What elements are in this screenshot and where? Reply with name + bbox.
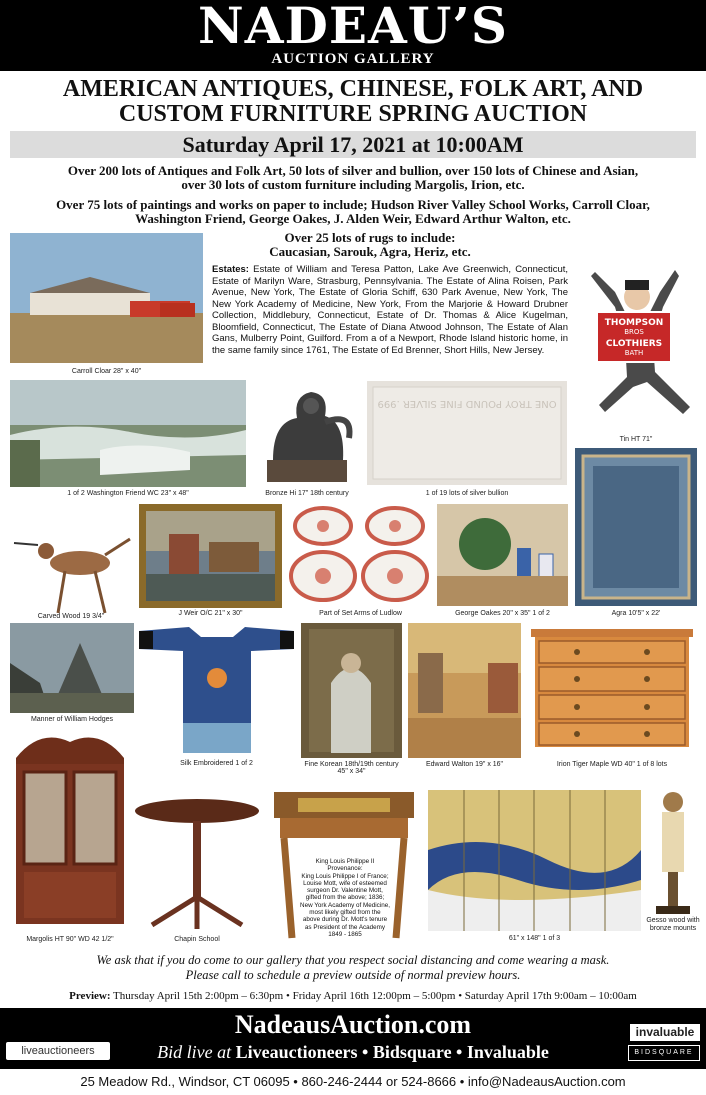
auction-date: Saturday April 17, 2021 at 10:00AM	[10, 131, 696, 158]
preview-text: Thursday April 15th 2:00pm – 6:30pm • Friday April 16th 12:00pm – 5:00pm • Saturday April 17th 9:00am – 10:00am	[110, 990, 637, 1002]
caption-armorial: Part of Set Arms of Ludlow	[319, 610, 402, 617]
armorial-plates-image	[289, 504, 432, 606]
lead-paragraph-1	[20, 164, 686, 192]
silk-robe-image	[139, 623, 294, 756]
hodges-painting-image	[10, 623, 134, 713]
notice-line1: We ask that if you do come to our gallery that you respect social distancing and come wearing a mask.	[96, 953, 610, 967]
header-banner	[0, 0, 706, 71]
sign-word-2: BROS	[624, 328, 644, 336]
caption-walton: Edward Walton 19" x 16"	[425, 761, 504, 768]
caption-friend: 1 of 2 Washington Friend WC 23" x 48"	[67, 490, 189, 497]
liveauctioneers-logo[interactable]	[6, 1042, 110, 1060]
caption-chapin: Chapin School	[174, 936, 220, 943]
oakes-still-life-image	[437, 504, 568, 606]
cloar-painting-image	[10, 233, 203, 363]
chapin-table-image	[132, 797, 262, 932]
lead-2a: Over 75 lots of paintings and works on paper to include; Hudson River Valley School Works, Carroll Cloar,	[56, 197, 650, 212]
bidsquare-logo[interactable]: BIDSQUARE	[628, 1045, 700, 1061]
caption-bronze: Bronze Hi 17" 18th century	[265, 490, 349, 497]
caption-gesso: Gesso wood with bronze mounts	[646, 917, 700, 932]
walton-painting-image	[408, 623, 521, 758]
invaluable-logo[interactable]: invaluable	[630, 1024, 700, 1041]
caption-silk: Silk Embroidered 1 of 2	[180, 760, 253, 767]
estates-label: Estates:	[212, 264, 249, 275]
louis-caption-provenance: Provenance:	[327, 865, 363, 873]
sign-word-4: BATH	[624, 349, 644, 357]
caption-margolis: Margolis HT 90" WD 42 1/2"	[26, 936, 114, 943]
estates-list	[212, 264, 568, 356]
gesso-figure-image	[648, 788, 698, 916]
bid-prefix: Bid live at	[157, 1042, 232, 1062]
caption-silver: 1 of 19 lots of silver bullion	[425, 490, 509, 497]
carved-wood-figure-image	[10, 525, 132, 615]
bid-platforms: Liveauctioneers • Bidsquare • Invaluable	[231, 1042, 549, 1062]
rugs-line2: Caucasian, Sarouk, Agra, Heriz, etc.	[269, 244, 471, 259]
caption-korean-line2: 45" x 34"	[337, 768, 366, 775]
friend-watercolor-image	[10, 380, 246, 487]
caption-cloar: Carroll Cloar 28" x 40"	[71, 368, 142, 375]
louis-caption-body: King Louis Philippe I of France; Louise Mott, wife of esteemed surgeon Dr. Valentine Mott, gifted from the above; 1836; New York Academy of Medicine, most likely gifted from the above during Dr. Mott's tenure as President of the Academy 1849 - 1865	[300, 872, 390, 938]
brand-name: NADEAU’S	[198, 0, 508, 55]
caption-korean	[291, 761, 412, 775]
tin-sign-figure-image	[575, 262, 697, 432]
japanese-screen-image	[428, 790, 641, 931]
lead-1b: over 30 lots of custom furniture including Margolis, Irion, etc.	[181, 177, 525, 192]
contact-info: 25 Meadow Rd., Windsor, CT 06095 • 860-246-2444 or 524-8666 • info@NadeausAuction.com	[80, 1074, 626, 1089]
brand-subtitle: AUCTION GALLERY	[271, 51, 435, 67]
lead-1a: Over 200 lots of Antiques and Folk Art, 50 lots of silver and bullion, over 150 lots of Chinese and Asian,	[67, 163, 639, 178]
auction-title	[0, 77, 706, 127]
website-link[interactable]: NadeausAuction.com	[234, 1010, 472, 1039]
footer-banner	[0, 1008, 706, 1069]
louis-caption	[300, 858, 390, 938]
margolis-cabinet-image	[10, 728, 130, 932]
sign-word-3: CLOTHIERS	[605, 339, 663, 349]
caption-carved: Carved Wood 19 3/4"	[37, 613, 105, 620]
bronze-foo-dog-image	[253, 382, 361, 486]
liveauctioneers-logo-text: liveauctioneers	[21, 1045, 95, 1057]
caption-agra: Agra 10'5" x 22'	[611, 610, 661, 617]
auction-title-line2: CUSTOM FURNITURE SPRING AUCTION	[118, 101, 588, 127]
agra-rug-image	[575, 448, 697, 606]
caption-screen: 61" x 148" 1 of 3	[508, 935, 561, 942]
caption-hodges: Manner of William Hodges	[30, 716, 114, 723]
caption-tin: Tin HT 71"	[619, 436, 653, 443]
lead-2b: Washington Friend, George Oakes, J. Alden Weir, Edward Arthur Walton, etc.	[135, 211, 571, 226]
notice-line2: Please call to schedule a preview outside of normal preview hours.	[185, 968, 521, 982]
caption-weir: J Weir O/C 21" x 30"	[178, 610, 243, 617]
weir-painting-image	[139, 504, 282, 608]
auction-title-line1: AMERICAN ANTIQUES, CHINESE, FOLK ART, AND	[62, 76, 644, 102]
irion-chest-image	[527, 625, 697, 757]
lead-paragraph-2	[20, 198, 686, 226]
rugs-heading	[210, 231, 530, 259]
covid-notice	[0, 953, 706, 983]
louis-caption-title: King Louis Philippe II	[315, 858, 375, 865]
silver-bullion-image	[367, 381, 567, 485]
caption-oakes: George Oakes 20" x 35" 1 of 2	[455, 610, 550, 617]
silver-stamp: ONE TROY POUND FINE SILVER .999	[377, 398, 557, 409]
korean-portrait-image	[301, 623, 402, 758]
sign-word-1: THOMPSON	[604, 318, 664, 328]
estates-text: Estate of William and Teresa Patton, Lake Ave Greenwich, Connecticut, Estate of Marilyn Ware, Strasburg, Pennsylvania. The Estate of Alina Roisen, Park Avenue, New York, The Estate of Gloria Schiff, 630 Park Avenue, New York, The New York Academy of Medicine, New York, From the Marjorie & Howard Drubner Collection, Middlebury, Connecticut, Estate of Dr. Thomas & Alice Kugelman, Bloomfield, Connecticut, The Estate of Diana Atwood Johnson, The Estate of Alan Gans, Mulberry Point, Guilford. From a of a Newport, Rhode Island historic home, in the same family since 1761, The Estate of Ed Brenner, Short Hills, New Jersey.	[212, 264, 568, 356]
preview-label: Preview:	[69, 990, 111, 1002]
rugs-line1: Over 25 lots of rugs to include:	[284, 230, 456, 245]
preview-schedule	[0, 990, 706, 1002]
caption-irion: Irion Tiger Maple WD 40" 1 of 8 lots	[556, 761, 668, 768]
caption-korean-line1: Fine Korean 18th/19th century	[304, 761, 399, 768]
